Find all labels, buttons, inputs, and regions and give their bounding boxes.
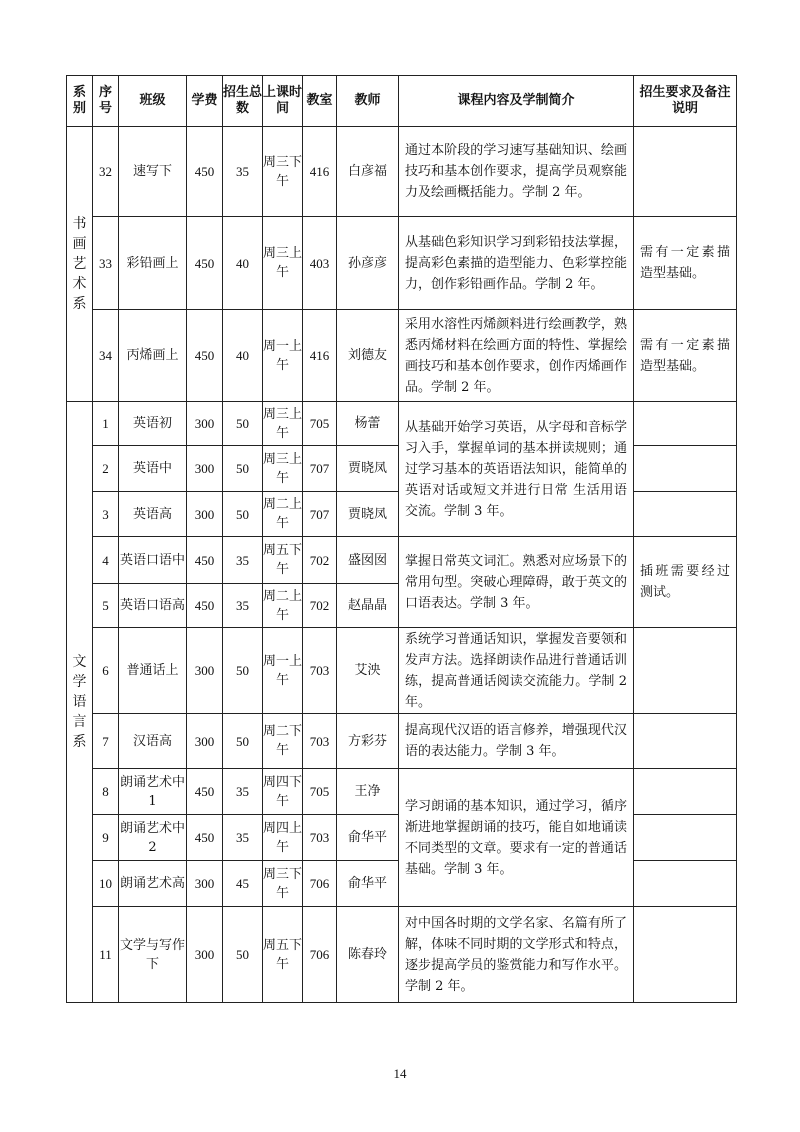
note-cell (634, 714, 737, 769)
fee-cell: 450 (187, 537, 223, 584)
seq-cell: 7 (93, 714, 119, 769)
class-cell: 汉语高 (119, 714, 187, 769)
seq-cell: 2 (93, 446, 119, 492)
room-cell: 707 (303, 446, 337, 492)
fee-cell: 300 (187, 861, 223, 907)
seq-cell: 10 (93, 861, 119, 907)
header-room: 教室 (303, 76, 337, 127)
desc-cell: 学习朗诵的基本知识，通过学习，循序渐进地掌握朗诵的技巧，能自如地诵读不同类型的文章。要求有一定的普通话基础。学制 3 年。 (399, 769, 634, 907)
fee-cell: 300 (187, 492, 223, 537)
time-cell: 周三上午 (263, 446, 303, 492)
header-time: 上课时间 (263, 76, 303, 127)
class-cell: 速写下 (119, 127, 187, 217)
quota-cell: 35 (223, 537, 263, 584)
room-cell: 416 (303, 127, 337, 217)
seq-cell: 6 (93, 628, 119, 714)
teacher-cell: 方彩芬 (337, 714, 399, 769)
time-cell: 周五下午 (263, 907, 303, 1003)
seq-cell: 11 (93, 907, 119, 1003)
time-cell: 周三下午 (263, 127, 303, 217)
teacher-cell: 孙彦彦 (337, 217, 399, 310)
seq-cell: 1 (93, 402, 119, 446)
teacher-cell: 盛囡囡 (337, 537, 399, 584)
header-row (67, 76, 737, 127)
seq-cell: 32 (93, 127, 119, 217)
fee-cell: 300 (187, 714, 223, 769)
room-cell: 707 (303, 492, 337, 537)
table-row (67, 714, 737, 769)
note-cell (634, 815, 737, 861)
room-cell: 702 (303, 584, 337, 628)
course-table (66, 75, 737, 1003)
header-teacher: 教师 (337, 76, 399, 127)
table-row (67, 907, 737, 1003)
page-number: 14 (393, 1066, 407, 1081)
dept-cell: 文学语言系 (67, 402, 93, 1003)
table-row (67, 217, 737, 310)
note-cell (634, 492, 737, 537)
teacher-cell: 陈春玲 (337, 907, 399, 1003)
quota-cell: 40 (223, 217, 263, 310)
dept-cell: 书画艺术系 (67, 127, 93, 402)
quota-cell: 50 (223, 402, 263, 446)
table-row (67, 769, 737, 815)
fee-cell: 450 (187, 217, 223, 310)
time-cell: 周四下午 (263, 769, 303, 815)
class-cell: 英语高 (119, 492, 187, 537)
desc-cell: 通过本阶段的学习速写基础知识、绘画技巧和基本创作要求，提高学员观察能力及绘画概括能力。学制 2 年。 (399, 127, 634, 217)
quota-cell: 50 (223, 446, 263, 492)
class-cell: 彩铅画上 (119, 217, 187, 310)
note-cell: 插班需要经过测试。 (634, 537, 737, 628)
quota-cell: 35 (223, 127, 263, 217)
class-cell: 丙烯画上 (119, 310, 187, 402)
note-cell (634, 769, 737, 815)
seq-cell: 8 (93, 769, 119, 815)
note-cell (634, 861, 737, 907)
room-cell: 706 (303, 907, 337, 1003)
class-cell: 普通话上 (119, 628, 187, 714)
desc-cell: 掌握日常英文词汇。熟悉对应场景下的常用句型。突破心理障碍，敢于英文的口语表达。学制 3 年。 (399, 537, 634, 628)
desc-cell: 采用水溶性丙烯颜料进行绘画教学，熟悉丙烯材料在绘画方面的特性、掌握绘画技巧和基本创作要求，创作丙烯画作品。学制 2 年。 (399, 310, 634, 402)
teacher-cell: 王净 (337, 769, 399, 815)
seq-cell: 33 (93, 217, 119, 310)
note-cell (634, 446, 737, 492)
time-cell: 周五下午 (263, 537, 303, 584)
fee-cell: 300 (187, 907, 223, 1003)
table-row (67, 402, 737, 446)
room-cell: 706 (303, 861, 337, 907)
desc-cell: 系统学习普通话知识，掌握发音要领和发声方法。选择朗读作品进行普通话训练，提高普通话阅读交流能力。学制 2 年。 (399, 628, 634, 714)
room-cell: 703 (303, 628, 337, 714)
quota-cell: 40 (223, 310, 263, 402)
desc-cell: 提高现代汉语的语言修养，增强现代汉语的表达能力。学制 3 年。 (399, 714, 634, 769)
room-cell: 703 (303, 815, 337, 861)
table-row (67, 628, 737, 714)
quota-cell: 50 (223, 628, 263, 714)
seq-cell: 9 (93, 815, 119, 861)
quota-cell: 50 (223, 907, 263, 1003)
teacher-cell: 贾晓凤 (337, 446, 399, 492)
class-cell: 英语口语中 (119, 537, 187, 584)
time-cell: 周二上午 (263, 492, 303, 537)
class-cell: 朗诵艺术高 (119, 861, 187, 907)
fee-cell: 300 (187, 402, 223, 446)
teacher-cell: 俞华平 (337, 861, 399, 907)
class-cell: 朗诵艺术中 2 (119, 815, 187, 861)
table-row (67, 537, 737, 584)
time-cell: 周一上午 (263, 628, 303, 714)
time-cell: 周二上午 (263, 584, 303, 628)
quota-cell: 35 (223, 815, 263, 861)
class-cell: 英语中 (119, 446, 187, 492)
quota-cell: 35 (223, 584, 263, 628)
desc-cell: 从基础色彩知识学习到彩铅技法掌握，提高彩色素描的造型能力、色彩掌控能力，创作彩铅画作品。学制 2 年。 (399, 217, 634, 310)
header-content: 课程内容及学制简介 (399, 76, 634, 127)
fee-cell: 450 (187, 584, 223, 628)
note-cell (634, 127, 737, 217)
teacher-cell: 杨蕾 (337, 402, 399, 446)
desc-cell: 对中国各时期的文学名家、名篇有所了解，体味不同时期的文学形式和特点，逐步提高学员的鉴赏能力和写作水平。学制 2 年。 (399, 907, 634, 1003)
class-cell: 英语初 (119, 402, 187, 446)
room-cell: 403 (303, 217, 337, 310)
room-cell: 705 (303, 769, 337, 815)
room-cell: 703 (303, 714, 337, 769)
fee-cell: 300 (187, 628, 223, 714)
time-cell: 周三上午 (263, 217, 303, 310)
table-row (67, 127, 737, 217)
room-cell: 416 (303, 310, 337, 402)
room-cell: 705 (303, 402, 337, 446)
header-seq: 序号 (93, 76, 119, 127)
class-cell: 文学与写作下 (119, 907, 187, 1003)
teacher-cell: 艾泱 (337, 628, 399, 714)
fee-cell: 450 (187, 310, 223, 402)
seq-cell: 34 (93, 310, 119, 402)
time-cell: 周二下午 (263, 714, 303, 769)
teacher-cell: 贾晓凤 (337, 492, 399, 537)
class-cell: 英语口语高 (119, 584, 187, 628)
desc-cell: 从基础开始学习英语，从字母和音标学习入手，掌握单词的基本拼读规则；通过学习基本的英语语法知识，能简单的英语对话或短文并进行日常 生活用语交流。学制 3 年。 (399, 402, 634, 537)
time-cell: 周一上午 (263, 310, 303, 402)
time-cell: 周四上午 (263, 815, 303, 861)
quota-cell: 50 (223, 714, 263, 769)
fee-cell: 450 (187, 127, 223, 217)
note-cell (634, 907, 737, 1003)
quota-cell: 45 (223, 861, 263, 907)
fee-cell: 450 (187, 815, 223, 861)
header-class: 班级 (119, 76, 187, 127)
seq-cell: 5 (93, 584, 119, 628)
seq-cell: 4 (93, 537, 119, 584)
fee-cell: 300 (187, 446, 223, 492)
note-cell: 需有一定素描造型基础。 (634, 310, 737, 402)
time-cell: 周三上午 (263, 402, 303, 446)
fee-cell: 450 (187, 769, 223, 815)
note-cell: 需有一定素描造型基础。 (634, 217, 737, 310)
header-dept: 系别 (67, 76, 93, 127)
note-cell (634, 402, 737, 446)
quota-cell: 35 (223, 769, 263, 815)
room-cell: 702 (303, 537, 337, 584)
seq-cell: 3 (93, 492, 119, 537)
header-quota: 招生总数 (223, 76, 263, 127)
class-cell: 朗诵艺术中 1 (119, 769, 187, 815)
note-cell (634, 628, 737, 714)
teacher-cell: 赵晶晶 (337, 584, 399, 628)
teacher-cell: 俞华平 (337, 815, 399, 861)
table-row (67, 310, 737, 402)
header-fee: 学费 (187, 76, 223, 127)
teacher-cell: 刘德友 (337, 310, 399, 402)
quota-cell: 50 (223, 492, 263, 537)
header-note: 招生要求及备注说明 (634, 76, 737, 127)
time-cell: 周三下午 (263, 861, 303, 907)
teacher-cell: 白彦福 (337, 127, 399, 217)
